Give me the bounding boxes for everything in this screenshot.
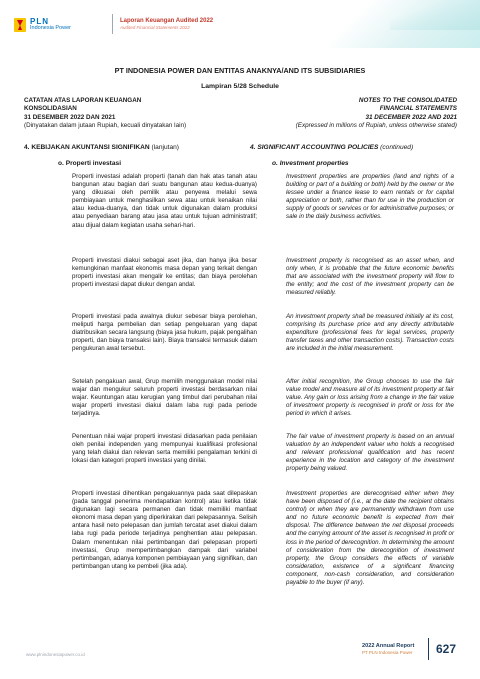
footer-divider	[428, 638, 429, 660]
left-heading	[24, 97, 186, 131]
paragraph-left: Penentuan nilai wajar properti investasi didasarkan pada penilaian oleh penilai independen yang mempunyai kualifikasi profesional yang telah diakui dan relevan serta memiliki pengalaman terkini di lokasi dan kategori properti investasi yang dinilai.	[72, 433, 257, 465]
paragraph-right: An investment property shall be measured initially at its cost, comprising its purchase price and any directly attributable expenditure (professional fees for legal services, property transfer taxes and other transaction costs). Transaction costs are included in the initial measurement.	[286, 313, 454, 353]
paragraph-left: Properti investasi dihentikan pengakuannya pada saat dilepaskan (pada tanggal penerima mendapatkan kontrol) atau ketika tidak digunakan lagi secara permanen dan tidak memiliki manfaat ekonomi masa depan yang diperkirakan dari pelepasannya. Selisih antara hasil neto pelepasan dan jumlah tercatat aset diakui dalam laba rugi pada periode terjadinya penghentian atau pelepasan. Dalam menentukan nilai pertimbangan dari pelepasan properti investasi, Grup mempertimbangkan dampak dari variabel pertimbangan, adanya komponen pembiayaan yang signifikan, dan pertimbangan utang ke pembeli (jika ada).	[72, 490, 257, 570]
right-heading-note: (Expressed in millions of Rupiah, unless otherwise stated)	[295, 122, 457, 130]
report-title: Laporan Keuangan Audited 2022	[120, 18, 214, 24]
left-heading-note: (Dinyatakan dalam jutaan Rupiah, kecuali dinyatakan lain)	[24, 122, 187, 130]
footer-report-subtitle: PT PLN Indonesia Power	[362, 649, 413, 655]
left-heading-line: CATATAN ATAS LAPORAN KEUANGAN	[24, 97, 142, 104]
right-heading-line: NOTES TO THE CONSOLIDATED	[358, 97, 457, 104]
left-heading-line: KONSOLIDASIAN	[24, 105, 77, 113]
pln-logo	[14, 18, 71, 32]
right-heading-line: FINANCIAL STATEMENTS	[379, 105, 457, 113]
report-subtitle: Audited Financial Statements 2022	[120, 25, 190, 31]
paragraph-right: Investment properties are derecognised either when they have been disposed of (i.e., at the date the recipient obtains control) or when they are permanently withdrawn from use and no future economic benefit is expected from their disposal. The difference between the net disposal proceeds and the carrying amount of the asset is recognised in profit or loss in the period of derecognition. In determining the amount of consideration from the derecognition of investment property, the Group considers the effects of variable consideration, existence of a significant financing component, non-cash consideration, and consideration payable to the buyer (if any).	[286, 490, 454, 587]
lightning-icon	[14, 18, 26, 32]
paragraph-left: Setelah pengakuan awal, Grup memilih menggunakan model nilai wajar dan mengukur seluruh properti investasi berdasarkan nilai wajar. Keuntungan atau kerugian yang timbul dari perubahan nilai wajar properti investasi diakui dalam laba rugi pada periode terjadinya.	[72, 378, 257, 418]
paragraph-left: Properti investasi adalah properti (tanah dan hak atas tanah atau bangunan atau bagian dari suatu bangunan atau kedua-duanya) yang dikuasai oleh pemilik atau penyewa melalui sewa pembiayaan untuk menghasilkan sewa atau untuk kenaikan nilai atau kedua-duanya, dan tidak untuk digunakan dalam produksi atau penyediaan barang atau jasa atau untuk tujuan administratif; atau dijual dalam kegiatan usaha sehari-hari.	[72, 173, 257, 229]
left-heading-line: 31 DESEMBER 2022 DAN 2021	[24, 113, 116, 121]
right-heading	[250, 97, 457, 131]
footer-report-title: 2022 Annual Report	[362, 643, 415, 649]
logo-subtitle: Indonesia Power	[30, 25, 71, 32]
paragraph-right: The fair value of investment property is based on an annual valuation by an independent valuer who holds a recognised and relevant professional qualification and has recent experience in the location and category of the investment property being valued.	[286, 433, 454, 473]
paragraph-right: Investment properties are properties (land and rights of a building or part of a building or both) held by the owner or the lessee under a finance lease to earn rentals or for capital appreciation or both, rather than for use in the production or supply of goods or services or for administrative purposes; or sale in the daily business activities.	[286, 173, 454, 221]
report-tag	[120, 18, 213, 31]
subsection-heading-right: o. Investment properties	[272, 160, 349, 167]
right-heading-line: 31 DECEMBER 2022 AND 2021	[365, 113, 457, 121]
section-heading-left: 4. KEBIJAKAN AKUNTANSI SIGNIFIKAN (lanjutan)	[24, 144, 179, 151]
footer-report	[362, 643, 414, 655]
subsection-heading-left: o. Properti investasi	[58, 160, 122, 167]
page-header	[0, 0, 480, 50]
schedule-label: Lampiran 5/28 Schedule	[201, 83, 279, 90]
section-heading-right: 4. SIGNIFICANT ACCOUNTING POLICIES (continued)	[250, 144, 414, 151]
company-title: PT INDONESIA POWER DAN ENTITAS ANAKNYA/AND ITS SUBSIDIARIES	[114, 66, 366, 75]
paragraph-left: Properti investasi diakui sebagai aset jika, dan hanya jika besar kemungkinan manfaat ekonomis masa depan yang terkait dengan properti investasi akan mengalir ke entitas; dan biaya perolehan properti investasi dapat diukur dengan andal.	[72, 257, 257, 289]
logo-pln-text: PLN	[30, 17, 49, 27]
paragraph-left: Properti investasi pada awalnya diukur sebesar biaya perolehan, meliputi harga pembelian dan setiap pengeluaran yang dapat diatribusikan secara langsung (biaya jasa hukum, pajak pengalihan properti, dan biaya transaksi lain). Biaya transaksi termasuk dalam pengukuran awal tersebut.	[72, 313, 257, 353]
header-divider	[112, 14, 113, 34]
paragraph-right: Investment property is recognised as an asset when, and only when, it is probable that the future economic benefits that are associated with the investment property will flow to the entity; and the cost of the investment property can be measured reliably.	[286, 257, 454, 297]
page-number: 627	[436, 642, 457, 656]
header-decoration-accent	[390, 0, 480, 30]
paragraph-right: After initial recognition, the Group chooses to use the fair value model and measure all of its investment property at fair value. Any gain or loss arising from a change in the fair value of investment property is recognised in profit or loss for the period in which it arises.	[286, 378, 454, 418]
footer-website: www.plnindonesiapower.co.id	[26, 652, 85, 657]
